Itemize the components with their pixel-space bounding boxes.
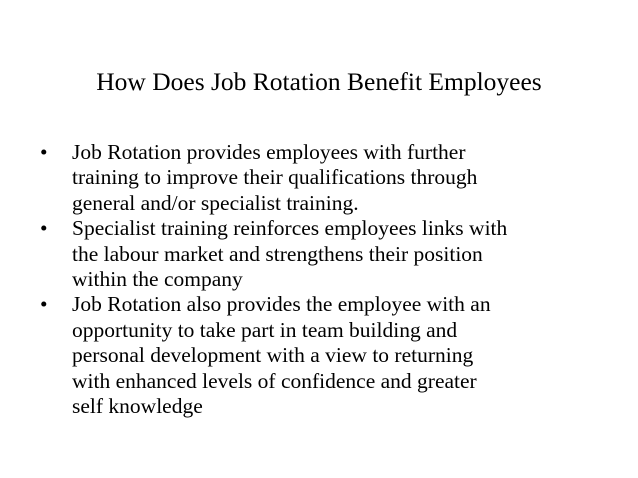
slide-title: How Does Job Rotation Benefit Employees [96,67,542,96]
bullet-text-line: personal development with a view to returning [72,343,474,368]
bullet-item [40,292,600,419]
bullet-text-line: opportunity to take part in team building and [72,317,458,342]
bullet-text-line: Job Rotation also provides the employee with an [72,292,491,317]
bullet-text-line: self knowledge [72,394,203,419]
bullet-list [40,140,600,419]
bullet-item [40,216,600,292]
bullet-text-line: general and/or specialist training. [72,190,359,215]
bullet-text-line: with enhanced levels of confidence and greater [72,368,477,393]
bullet-text-line: Specialist training reinforces employees links with [72,216,508,241]
bullet-text-line: the labour market and strengthens their position [72,241,483,266]
bullet-icon: • [40,216,48,241]
bullet-icon: • [40,140,48,164]
bullet-text-line: Job Rotation provides employees with further [72,140,466,164]
bullet-icon: • [40,292,48,317]
bullet-item [40,140,600,216]
bullet-text-line: training to improve their qualifications through [72,165,478,190]
bullet-text-line: within the company [72,267,243,292]
